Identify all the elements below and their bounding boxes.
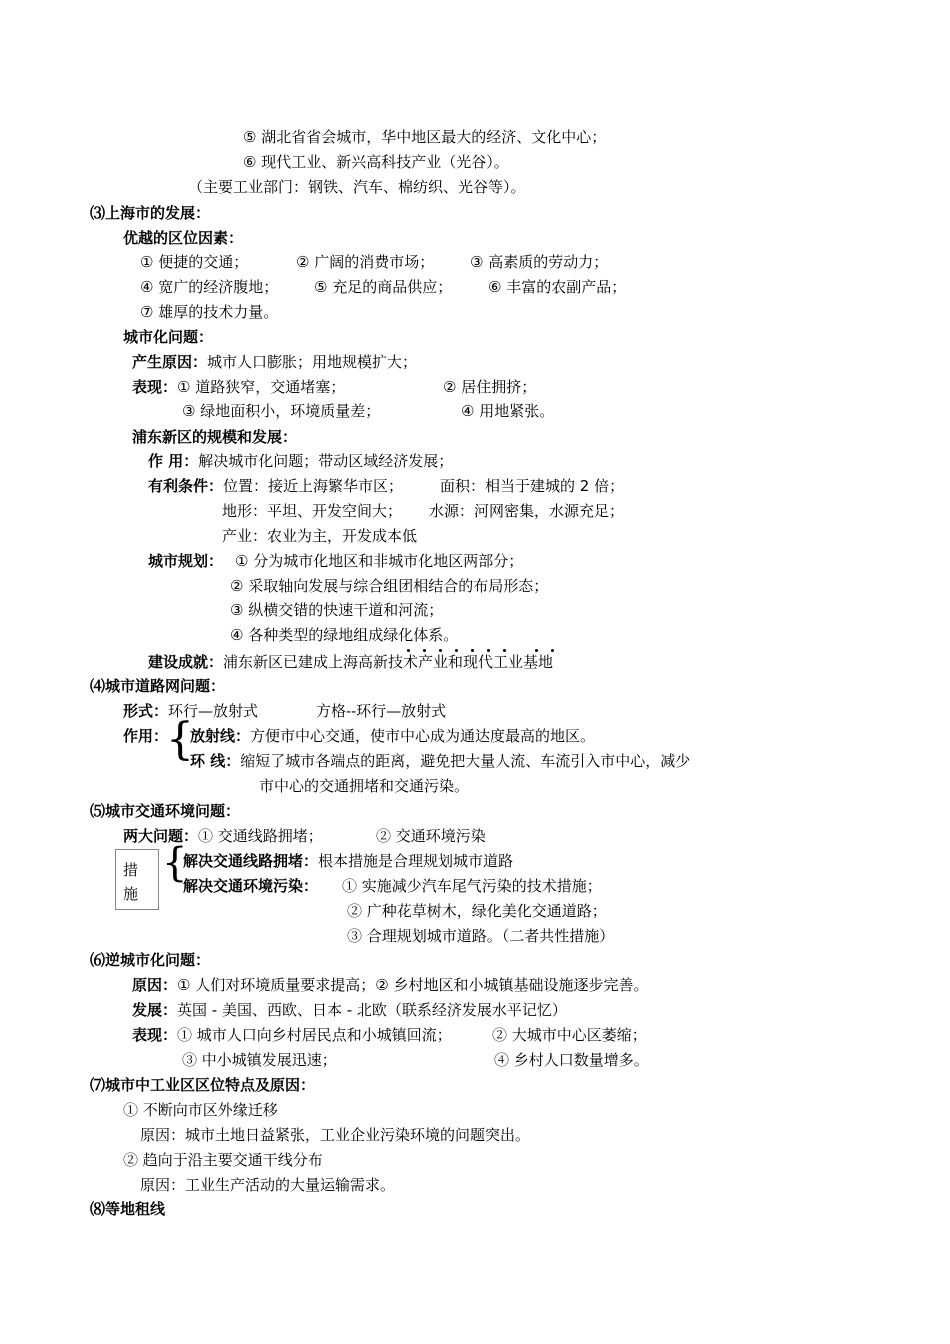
two-a: ① 交通线路拥堵； bbox=[198, 827, 323, 845]
radial-line bbox=[190, 726, 595, 746]
section-4-heading: ⑷城市道路网问题： bbox=[90, 677, 226, 695]
factor-6: ⑥ 丰富的农副产品； bbox=[488, 278, 627, 296]
plan-item-4: ④ 各种类型的绿地组成绿化体系。 bbox=[230, 626, 459, 644]
achieve-label: 建设成就： bbox=[148, 653, 224, 671]
ring-line bbox=[190, 751, 690, 771]
urbanization-cause bbox=[132, 352, 417, 372]
counter-show-label: 表现： bbox=[132, 1026, 178, 1044]
form-a: 环行—放射式 bbox=[168, 702, 259, 720]
location-factors-title: 优越的区位因素： bbox=[123, 229, 244, 247]
factor-4: ④ 宽广的经济腹地； bbox=[140, 278, 279, 296]
reason-label: 原因： bbox=[132, 976, 178, 994]
radial-text: 方便市中心交通，使市中心成为通达度最高的地区。 bbox=[250, 727, 596, 745]
form-label: 形式： bbox=[123, 702, 169, 720]
cause-label: 产生原因： bbox=[132, 353, 208, 371]
wuhan-item-6: ⑥ 现代工业、新兴高科技产业（光谷）。 bbox=[243, 153, 509, 171]
form-b: 方格--环行—放射式 bbox=[316, 702, 447, 720]
section-5-heading: ⑸城市交通环境问题： bbox=[90, 802, 241, 820]
emphasis-dot bbox=[423, 649, 426, 652]
emphasis-dot bbox=[535, 649, 538, 652]
industry-reason-2: 原因：工业生产活动的大量运输需求。 bbox=[140, 1176, 396, 1194]
reason-text: ① 人们对环境质量要求提高；② 乡村地区和小城镇基础设施逐步完善。 bbox=[177, 976, 649, 994]
achievement bbox=[148, 652, 553, 672]
effect-label: 作用： bbox=[123, 727, 169, 745]
solve-congestion bbox=[183, 851, 513, 871]
ring-text-1: 缩短了城市各端点的距离，避免把大量人流、车流引入市中心，减少 bbox=[240, 752, 691, 770]
pudong-conditions-1 bbox=[148, 476, 403, 496]
factor-7: ⑦ 雄厚的技术力量。 bbox=[140, 303, 279, 321]
cond-water: 水源：河网密集，水源充足； bbox=[429, 502, 625, 520]
emphasis-dot bbox=[487, 649, 490, 652]
two-b: ② 交通环境污染 bbox=[376, 827, 486, 845]
pudong-title: 浦东新区的规模和发展： bbox=[132, 428, 298, 446]
factor-5: ⑤ 充足的商品供应； bbox=[314, 278, 453, 296]
industry-point-1: ① 不断向市区外缘迁移 bbox=[123, 1101, 278, 1119]
achieve-text: 浦东新区已建成上海高新技术产业和现代工业基地 bbox=[223, 653, 554, 671]
cond-area: 面积：相当于建城的 2 倍； bbox=[440, 477, 625, 495]
plan-item-3: ③ 纵横交错的快速干道和河流； bbox=[230, 601, 444, 619]
develop-text: 英国 - 美国、西欧、日本 - 北欧（联系经济发展水平记忆） bbox=[177, 1001, 567, 1019]
show-item-3: ③ 绿地面积小，环境质量差； bbox=[182, 402, 381, 420]
industry-reason-1: 原因：城市土地日益紧张，工业企业污染环境的问题突出。 bbox=[140, 1126, 531, 1144]
emphasis-dot bbox=[407, 649, 410, 652]
emphasis-dot bbox=[455, 649, 458, 652]
counter-show-item-3: ③ 中小城镇发展迅速； bbox=[182, 1051, 337, 1069]
brace-icon: { bbox=[166, 714, 194, 765]
cond-terrain: 地形：平坦、开发空间大； bbox=[222, 502, 403, 520]
measures-char-2: 施 bbox=[123, 885, 139, 903]
section-6-heading: ⑹逆城市化问题： bbox=[90, 951, 211, 969]
ring-label: 环 线： bbox=[190, 752, 241, 770]
two-label: 两大问题： bbox=[123, 827, 199, 845]
two-problems bbox=[123, 826, 323, 846]
wuhan-industry: （主要工业部门：钢铁、汽车、棉纺织、光谷等）。 bbox=[188, 178, 526, 196]
cond-label: 有利条件： bbox=[148, 477, 224, 495]
solve1-label: 解决交通线路拥堵： bbox=[183, 852, 319, 870]
solve1-text: 根本措施是合理规划城市道路 bbox=[318, 852, 514, 870]
factor-1: ① 便捷的交通； bbox=[140, 253, 249, 271]
section-7-heading: ⑺城市中工业区区位特点及原因： bbox=[90, 1076, 316, 1094]
plan-item-2: ② 采取轴向发展与综合组团相结合的布局形态； bbox=[230, 577, 549, 595]
counter-develop bbox=[132, 1000, 567, 1020]
emphasis-dot bbox=[551, 649, 554, 652]
ring-text-2: 市中心的交通拥堵和交通污染。 bbox=[259, 777, 470, 795]
show-item-2: ② 居住拥挤； bbox=[443, 378, 537, 396]
role-label: 作 用： bbox=[148, 452, 199, 470]
measures-char-1: 措 bbox=[123, 861, 139, 879]
factor-2: ② 广阔的消费市场； bbox=[296, 253, 435, 271]
plan-label: 城市规划： bbox=[148, 552, 224, 570]
counter-reason bbox=[132, 975, 648, 995]
factor-3: ③ 高素质的劳动力； bbox=[470, 253, 609, 271]
emphasis-dot bbox=[503, 649, 506, 652]
counter-show-item-1: ① 城市人口向乡村居民点和小城镇回流； bbox=[177, 1026, 452, 1044]
cond-location: 位置：接近上海繁华市区； bbox=[223, 477, 404, 495]
pudong-role bbox=[148, 451, 453, 471]
radial-label: 放射线： bbox=[190, 727, 251, 745]
brace-icon: { bbox=[162, 840, 188, 886]
urbanization-show-1 bbox=[132, 377, 345, 397]
develop-label: 发展： bbox=[132, 1001, 178, 1019]
show-label: 表现： bbox=[132, 378, 178, 396]
plan-item-1: ① 分为城市化地区和非城市化地区两部分； bbox=[235, 552, 524, 570]
wuhan-item-5: ⑤ 湖北省省会城市，华中地区最大的经济、文化中心； bbox=[243, 128, 607, 146]
urbanization-title: 城市化问题： bbox=[123, 328, 214, 346]
counter-show-item-4: ④ 乡村人口数量增多。 bbox=[494, 1051, 649, 1069]
emphasis-dot bbox=[439, 649, 442, 652]
solve2-item-2: ② 广种花草树木，绿化美化交通道路； bbox=[347, 902, 607, 920]
industry-point-2: ② 趋向于沿主要交通干线分布 bbox=[123, 1151, 323, 1169]
show-item-4: ④ 用地紧张。 bbox=[461, 402, 555, 420]
emphasis-dot bbox=[471, 649, 474, 652]
section-8-heading: ⑻等地租线 bbox=[90, 1200, 166, 1218]
role-text: 解决城市化问题；带动区域经济发展； bbox=[198, 452, 454, 470]
cond-industry: 产业：农业为主，开发成本低 bbox=[222, 527, 418, 545]
show-item-1: ① 道路狭窄，交通堵塞； bbox=[177, 378, 346, 396]
section-3-heading: ⑶上海市的发展： bbox=[90, 204, 211, 222]
counter-show-item-2: ② 大城市中心区萎缩； bbox=[492, 1026, 647, 1044]
solve2-item-1: ① 实施减少汽车尾气污染的技术措施； bbox=[342, 877, 602, 895]
cause-text: 城市人口膨胀；用地规模扩大； bbox=[207, 353, 418, 371]
solve2-label: 解决交通环境污染： bbox=[183, 877, 319, 895]
counter-show-1 bbox=[132, 1025, 452, 1045]
solve2-item-3: ③ 合理规划城市道路。（二者共性措施） bbox=[347, 927, 615, 945]
